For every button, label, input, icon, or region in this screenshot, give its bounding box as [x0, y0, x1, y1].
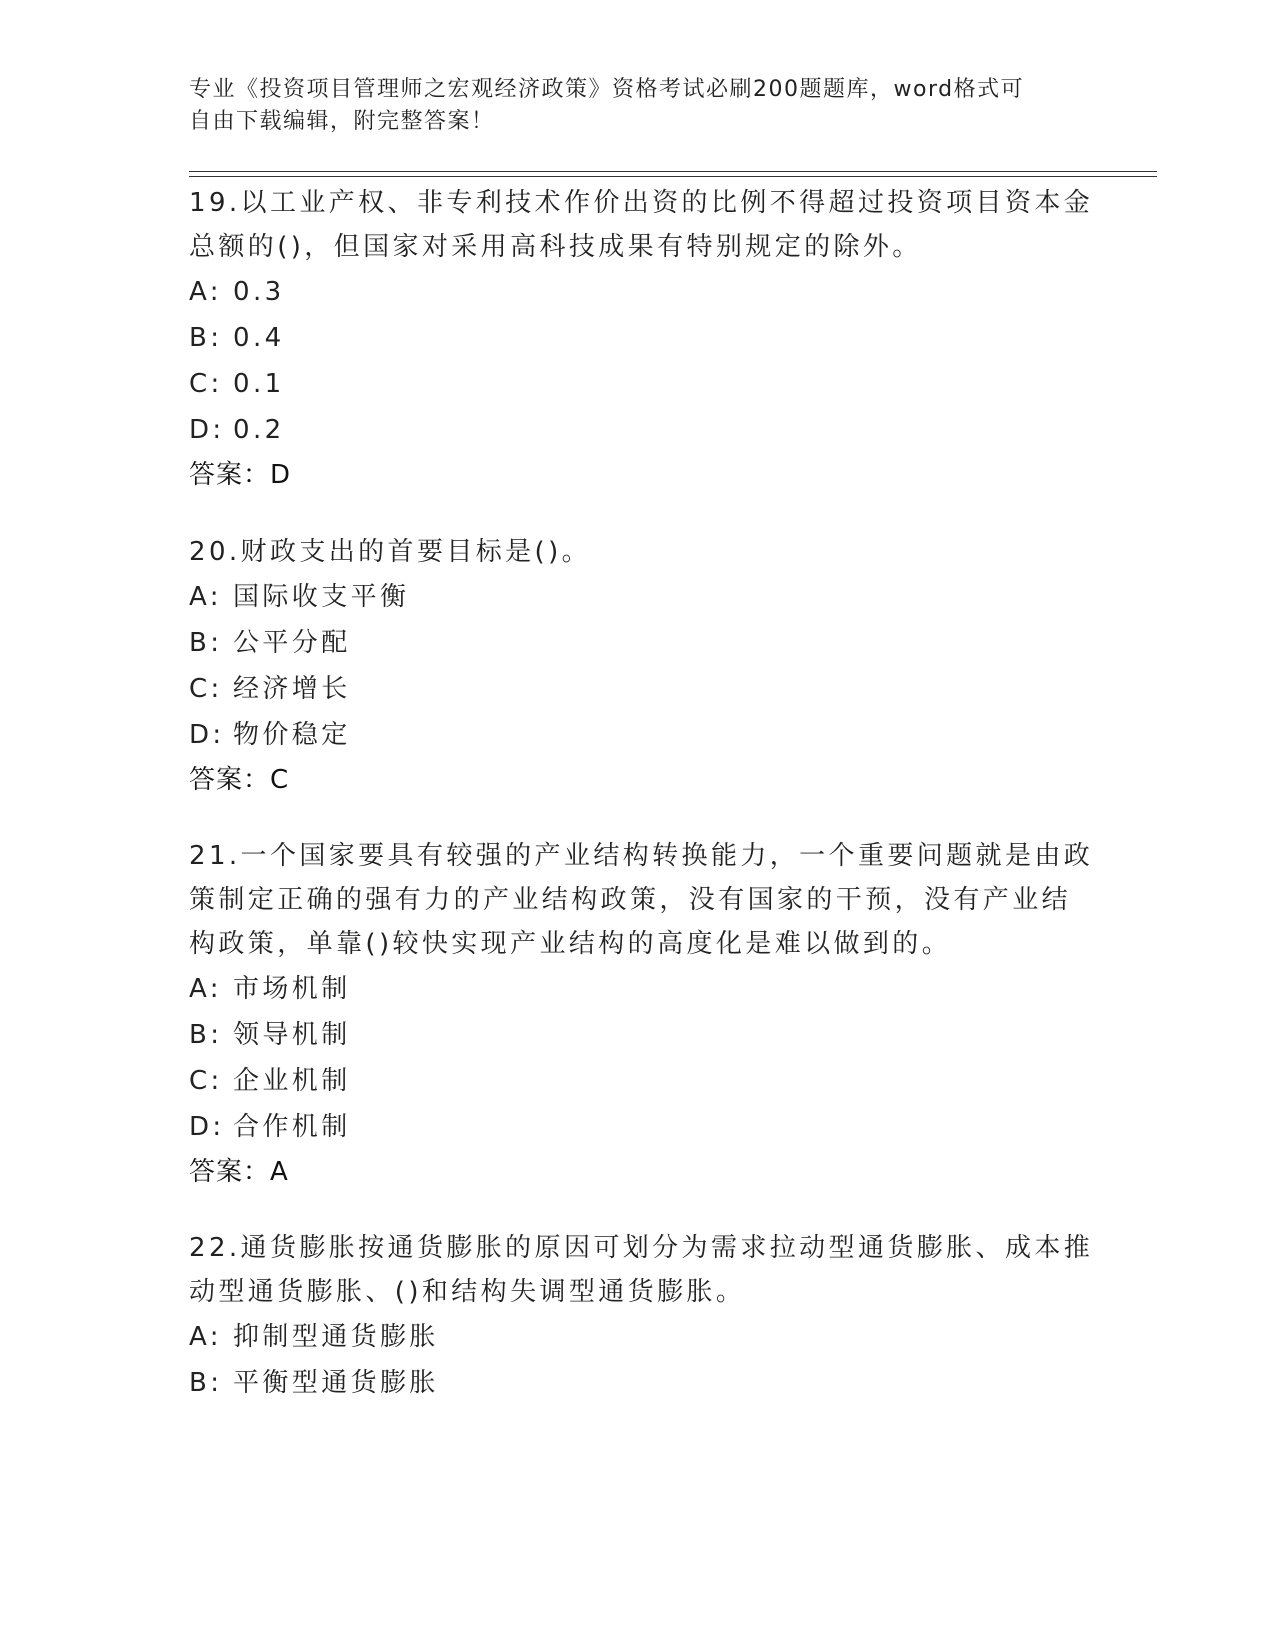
option-key: B: — [189, 628, 223, 658]
option-b — [189, 315, 1089, 361]
option-text: 经济增长 — [233, 674, 351, 704]
option-b — [189, 1360, 1089, 1406]
option-key: D: — [189, 415, 225, 445]
option-text: 0.1 — [233, 369, 285, 399]
option-c — [189, 361, 1089, 407]
option-key: D: — [189, 1112, 225, 1142]
question-stem-line: 动型通货膨胀、()和结构失调型通货膨胀。 — [189, 1277, 746, 1307]
option-a — [189, 574, 1089, 620]
answer-line: 答案：C — [189, 765, 290, 795]
header-line: 专业《投资项目管理师之宏观经济政策》资格考试必刷200题题库，word格式可 — [189, 77, 1025, 102]
option-d — [189, 1104, 1089, 1150]
option-key: D: — [189, 720, 225, 750]
question-stem-line: 构政策，单靠()较快实现产业结构的高度化是难以做到的。 — [189, 929, 952, 959]
option-a — [189, 1314, 1089, 1360]
answer-line: 答案：D — [189, 460, 292, 490]
option-key: A: — [189, 1322, 222, 1352]
option-key: B: — [189, 1020, 223, 1050]
option-text: 0.3 — [233, 277, 285, 307]
question-19 — [189, 181, 1094, 497]
option-key: B: — [189, 323, 223, 353]
option-d — [189, 407, 1089, 453]
question-20 — [189, 530, 1089, 802]
option-key: C: — [189, 1066, 223, 1096]
option-a — [189, 966, 1089, 1012]
option-text: 抑制型通货膨胀 — [233, 1322, 439, 1352]
option-text: 国际收支平衡 — [233, 582, 410, 612]
option-text: 公平分配 — [233, 628, 351, 658]
option-text: 市场机制 — [233, 974, 351, 1004]
question-stem-line: 22.通货膨胀按通货膨胀的原因可划分为需求拉动型通货膨胀、成本推 — [189, 1233, 1094, 1263]
answer-line: 答案：A — [189, 1157, 289, 1187]
question-22 — [189, 1226, 1094, 1406]
question-stem-line: 21.一个国家要具有较强的产业结构转换能力，一个重要问题就是由政 — [189, 841, 1094, 871]
option-text: 物价稳定 — [233, 720, 351, 750]
option-key: B: — [189, 1368, 223, 1398]
header-line: 自由下载编辑，附完整答案！ — [189, 109, 495, 134]
option-key: A: — [189, 582, 222, 612]
option-b — [189, 1012, 1089, 1058]
option-text: 企业机制 — [233, 1066, 351, 1096]
option-d — [189, 712, 1089, 758]
option-text: 0.2 — [233, 415, 285, 445]
option-c — [189, 666, 1089, 712]
question-stem-line: 总额的()，但国家对采用高科技成果有特别规定的除外。 — [189, 232, 922, 262]
option-key: A: — [189, 277, 222, 307]
option-text: 平衡型通货膨胀 — [233, 1368, 439, 1398]
header-divider-top — [189, 171, 1157, 172]
option-key: C: — [189, 369, 223, 399]
question-stem-line: 19.以工业产权、非专利技术作价出资的比例不得超过投资项目资本金 — [189, 188, 1094, 218]
document-header — [189, 74, 1089, 138]
option-b — [189, 620, 1089, 666]
option-text: 0.4 — [233, 323, 285, 353]
header-divider-bottom — [189, 176, 1157, 177]
option-key: A: — [189, 974, 222, 1004]
option-text: 合作机制 — [233, 1112, 351, 1142]
option-key: C: — [189, 674, 223, 704]
question-stem-line: 策制定正确的强有力的产业结构政策，没有国家的干预，没有产业结 — [189, 885, 1072, 915]
question-21 — [189, 834, 1094, 1194]
option-text: 领导机制 — [233, 1020, 351, 1050]
option-c — [189, 1058, 1089, 1104]
question-stem-line: 20.财政支出的首要目标是()。 — [189, 537, 592, 567]
option-a — [189, 269, 1089, 315]
